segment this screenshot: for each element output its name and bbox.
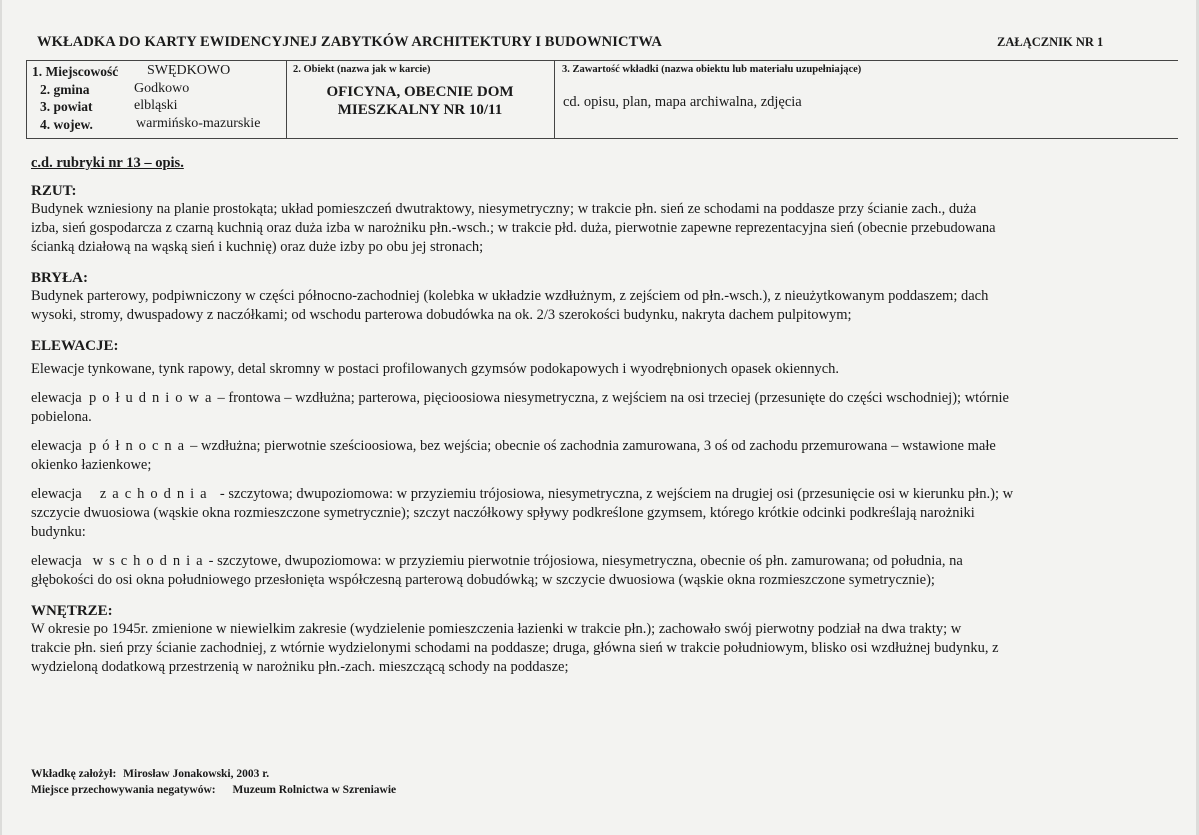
object-column <box>286 61 555 138</box>
annex-label: ZAŁĄCZNIK NR 1 <box>997 35 1104 49</box>
section-title-bryla: BRYŁA: <box>31 270 88 286</box>
footer-author <box>31 768 269 780</box>
continuation-heading: c.d. rubryki nr 13 – opis. <box>31 155 184 171</box>
powiat-value: elbląski <box>134 98 178 113</box>
gmina-row <box>40 81 190 98</box>
object-name-line1: OFICYNA, OBECNIE DOM <box>326 84 514 100</box>
wnetrze-line: wydzieloną dodatkową przestrzenią w narożniku płn.-zach. mieszczącą schody na poddasze; <box>31 659 569 675</box>
elevation-name-west: zachodnia <box>99 486 213 502</box>
location-column <box>26 61 287 138</box>
elevation-south-line2: pobielona. <box>31 409 92 425</box>
elevation-east-line2: głębokości do osi okna południowego przesłonięta współczesną parterową dobudówką; w szczycie dwuosiowa (wąskie okna rozmieszczone symetrycznie); <box>31 572 935 588</box>
footer-storage <box>31 784 396 796</box>
storage-label: Miejsce przechowywania negatywów: <box>31 784 216 796</box>
section-title-rzut: RZUT: <box>31 183 77 199</box>
elevation-prefix: elewacja <box>31 438 82 454</box>
description-body <box>31 182 1199 677</box>
elevation-south-line1 <box>31 389 1199 408</box>
location-row <box>32 63 231 80</box>
elevation-prefix: elewacja <box>31 390 82 406</box>
elevation-north-line1 <box>31 437 1199 456</box>
powiat-row <box>40 98 178 115</box>
wnetrze-line: trakcie płn. sień przy ścianie zachodniej, z wtórnie wydzielonymi schodami na poddasze; druga, główna sień w trakcie południowym, blisko osi wzdłużnej budynku, z <box>31 640 999 656</box>
section-title-wnetrze: WNĘTRZE: <box>31 603 113 619</box>
location-label: 1. Miejscowość <box>32 64 119 79</box>
elevation-name-south: południowa <box>88 390 218 406</box>
elevation-east-text: - szczytowe, dwupoziomowa: w przyziemiu pierwotnie trójosiowa, niesymetryczna, obecnie oś płn. zamurowana; od południa, na <box>208 553 963 569</box>
page-edge-left <box>0 0 2 835</box>
document-title: WKŁADKA DO KARTY EWIDENCYJNEJ ZABYTKÓW ARCHITEKTURY I BUDOWNICTWA <box>37 34 662 50</box>
section-title-elewacje: ELEWACJE: <box>31 338 119 354</box>
elevation-north-line2: okienko łazienkowe; <box>31 457 152 473</box>
rzut-line: ścianką działową na wąską sień i kuchnię) oraz duże izby po obu jej stronach; <box>31 239 484 255</box>
bryla-line: wysoki, stromy, dwuspadowy z naczółkami; od wschodu parterowa dobudówka na ok. 2/3 szerokości budynku, nakryta dachem pulpitowym; <box>31 307 852 323</box>
elevation-name-east: wschodnia <box>92 553 209 569</box>
elevation-south-text: – frontowa – wzdłużna; parterowa, pięcioosiowa niesymetryczna, z wejściem na osi trzeciej (przesunięte do części wschodniej); wtórnie <box>217 390 1009 406</box>
content-header: 3. Zawartość wkładki (nazwa obiektu lub materiału uzupełniające) <box>562 64 862 75</box>
elevation-name-north: północna <box>88 438 191 454</box>
wojew-row <box>40 116 261 133</box>
rzut-line: izba, sień gospodarcza z czarną kuchnią oraz duża izba w narożniku płn.-wsch.; w trakcie płd. duża, pierwotnie zapewne reprezentacyjna sień (obecnie przebudowana <box>31 220 996 236</box>
author-label: Wkładkę założył: <box>31 768 117 780</box>
info-box <box>26 60 1178 139</box>
elevation-west-line2: szczycie dwuosiowa (wąskie okna rozmieszczone symetrycznie); szczyt naczółkowy spływy podkreślone gzymsem, którego krótkie odcinki podkreślają narożniki <box>31 505 975 521</box>
content-value: cd. opisu, plan, mapa archiwalna, zdjęcia <box>563 94 802 110</box>
location-value: SWĘDKOWO <box>147 63 231 78</box>
elevation-west-text: - szczytowa; dwupoziomowa: w przyziemiu trójosiowa, niesymetryczna, z wejściem na drugiej osi (przesunięcie osi w kierunku płn.); w <box>219 486 1014 502</box>
storage-value: Muzeum Rolnictwa w Szreniawie <box>232 784 397 796</box>
elevation-north-text: – wzdłużna; pierwotnie sześcioosiowa, bez wejścia; obecnie oś zachodnia zamurowana, 3 oś od zachodu przemurowana – wstawione małe <box>190 438 996 454</box>
object-name-line2: MIESZKALNY NR 10/11 <box>337 102 503 118</box>
object-header: 2. Obiekt (nazwa jak w karcie) <box>293 64 431 75</box>
elevation-west-line3: budynku: <box>31 524 86 540</box>
author-value: Mirosław Jonakowski, 2003 r. <box>123 768 270 780</box>
elevation-west-line1 <box>31 485 1199 504</box>
gmina-value: Godkowo <box>134 81 190 96</box>
object-name <box>286 83 554 119</box>
bryla-line: Budynek parterowy, podpiwniczony w części północno-zachodniej (kolebka w układzie wzdłużnym, z zejściem od płn.-wsch.), z nieużytkowanym poddaszem; dach <box>31 288 989 304</box>
content-column <box>555 61 1178 138</box>
wojew-value: warmińsko-mazurskie <box>136 116 261 131</box>
elevation-east-line1 <box>31 552 1199 571</box>
elewacje-intro: Elewacje tynkowane, tynk rapowy, detal skromny w postaci profilowanych gzymsów podokapowych i wyodrębnionych opasek okiennych. <box>31 361 840 377</box>
powiat-label: 3. powiat <box>40 99 93 114</box>
gmina-label: 2. gmina <box>40 82 90 97</box>
wnetrze-line: W okresie po 1945r. zmienione w niewielkim zakresie (wydzielenie pomieszczenia łazienki w trakcie płn.); zachowało swój pierwotny podział na dwa trakty; w <box>31 621 962 637</box>
wojew-label: 4. wojew. <box>40 117 93 132</box>
elevation-prefix: elewacja <box>31 553 82 569</box>
elevation-prefix: elewacja <box>31 486 82 502</box>
rzut-line: Budynek wzniesiony na planie prostokąta; układ pomieszczeń dwutraktowy, niesymetryczny; w trakcie płn. sień ze schodami na poddasze przy ścianie zach., duża <box>31 201 977 217</box>
